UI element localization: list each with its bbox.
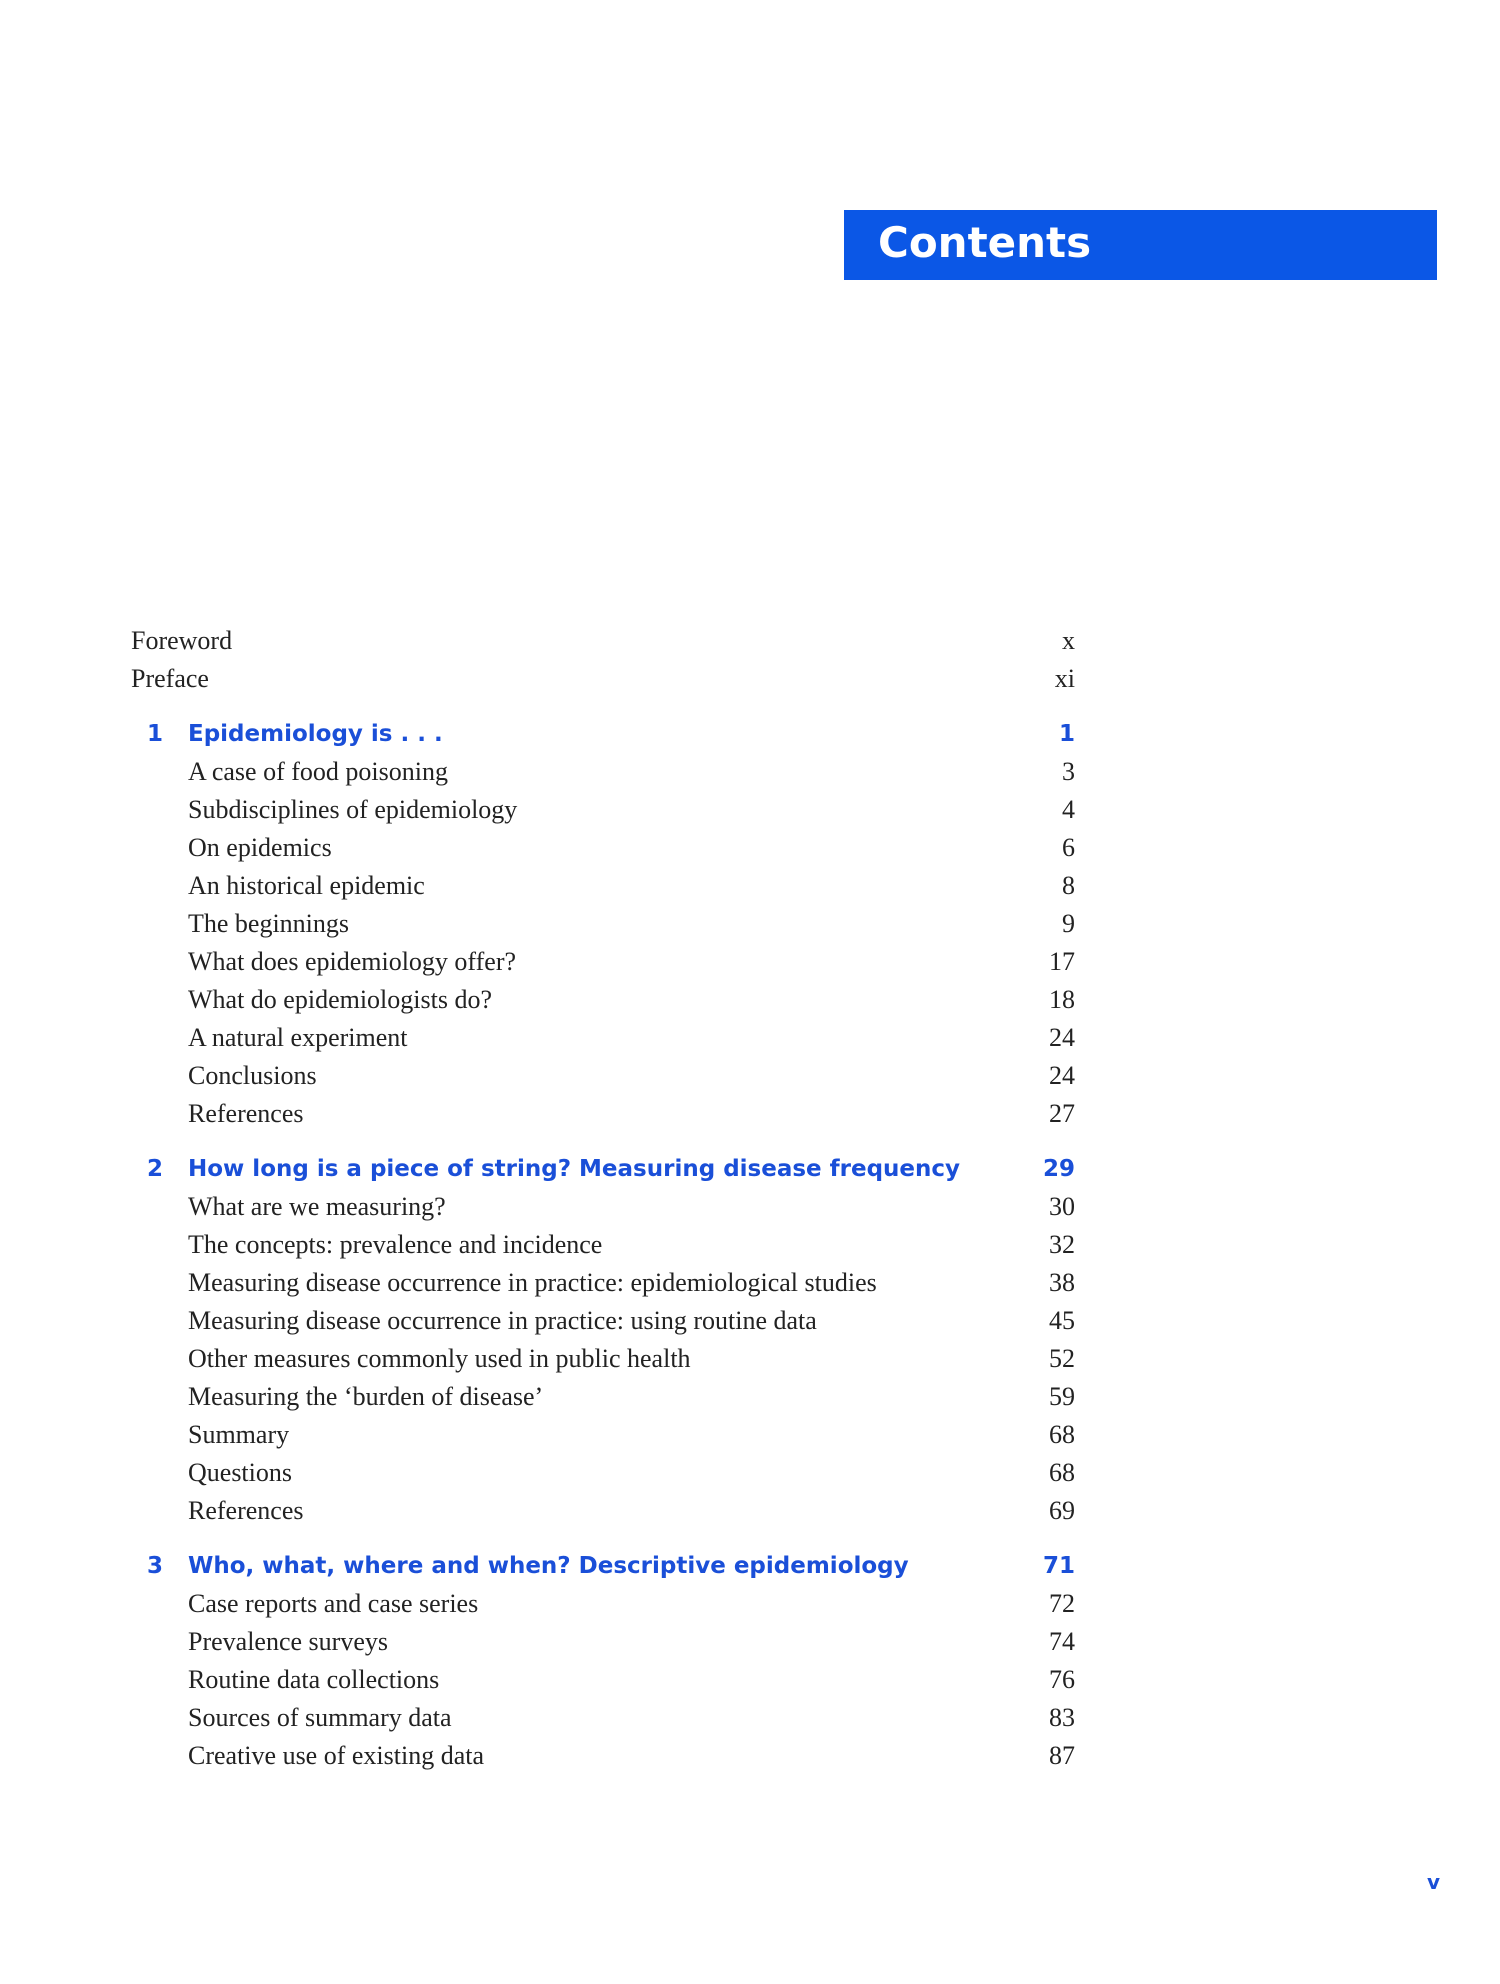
entry-label: Conclusions [188,1061,317,1090]
entry-label: Prevalence surveys [188,1627,388,1656]
entry-label: Preface [131,664,209,693]
toc-entry[interactable] [131,1302,1075,1340]
toc-entry[interactable] [131,905,1075,943]
entry-page: 72 [1049,1589,1075,1618]
toc-entry[interactable] [131,867,1075,905]
toc-entry[interactable] [131,1340,1075,1378]
entry-label: Subdisciplines of epidemiology [188,795,518,824]
entry-label: What does epidemiology offer? [188,947,517,976]
chapter-number: 3 [147,1553,164,1579]
entry-page: 8 [1062,871,1075,900]
toc-entry[interactable] [131,1188,1075,1226]
toc-entry[interactable] [131,791,1075,829]
toc-entry[interactable] [131,1454,1075,1492]
entry-label: An historical epidemic [188,871,425,900]
toc-chapter-heading[interactable] [131,1150,1075,1188]
entry-page: 52 [1049,1344,1075,1373]
entry-label: The beginnings [188,909,350,938]
entry-label: References [188,1099,304,1128]
chapter-title: Who, what, where and when? Descriptive epidemiology [188,1553,909,1579]
entry-label: On epidemics [188,833,332,862]
toc-entry[interactable] [131,1699,1075,1737]
toc-entry[interactable] [131,1416,1075,1454]
chapter-page: 71 [1042,1553,1075,1579]
entry-page: 45 [1049,1306,1075,1335]
entry-page: 30 [1049,1192,1075,1221]
entry-label: A case of food poisoning [188,757,448,786]
toc-entry[interactable] [131,753,1075,791]
entry-label: Routine data collections [188,1665,440,1694]
toc-entry[interactable] [131,943,1075,981]
entry-label: Measuring disease occurrence in practice: using routine data [188,1306,817,1335]
toc-chapter-heading[interactable] [131,715,1075,753]
entry-page: 59 [1049,1382,1075,1411]
toc-entry-preface[interactable] [131,660,1075,698]
toc-entry[interactable] [131,1264,1075,1302]
entry-label: Sources of summary data [188,1703,452,1732]
page-number: v [1427,1870,1441,1894]
entry-label: Case reports and case series [188,1589,479,1618]
entry-page: 38 [1049,1268,1075,1297]
entry-page: x [1062,626,1075,655]
entry-page: 4 [1062,795,1075,824]
entry-label: What are we measuring? [188,1192,446,1221]
entry-page: 24 [1049,1061,1075,1090]
entry-page: 68 [1049,1420,1075,1449]
entry-page: 87 [1049,1741,1075,1770]
toc-entry[interactable] [131,1585,1075,1623]
entry-page: 27 [1049,1099,1075,1128]
entry-label: Creative use of existing data [188,1741,485,1770]
entry-page: 9 [1062,909,1075,938]
toc-entry[interactable] [131,1019,1075,1057]
toc-entry[interactable] [131,1623,1075,1661]
entry-page: 3 [1062,757,1075,786]
entry-label: Other measures commonly used in public health [188,1344,691,1373]
chapter-list [131,715,1075,1775]
entry-page: 17 [1049,947,1075,976]
chapter-title: How long is a piece of string? Measuring disease frequency [188,1156,961,1182]
toc-entry[interactable] [131,1661,1075,1699]
entry-label: What do epidemiologists do? [188,985,493,1014]
table-of-contents [131,622,1075,1775]
entry-label: Measuring the ‘burden of disease’ [188,1382,544,1411]
toc-entry[interactable] [131,1737,1075,1775]
entry-label: Summary [188,1420,290,1449]
entry-page: 74 [1049,1627,1075,1656]
entry-label: Foreword [131,626,233,655]
toc-entry[interactable] [131,1226,1075,1264]
entry-label: Questions [188,1458,292,1487]
entry-page: 6 [1062,833,1075,862]
toc-entry[interactable] [131,1378,1075,1416]
toc-entry[interactable] [131,1095,1075,1133]
toc-entry[interactable] [131,981,1075,1019]
entry-label: A natural experiment [188,1023,408,1052]
entry-page: 32 [1049,1230,1075,1259]
toc-entry[interactable] [131,1057,1075,1095]
entry-page: 68 [1049,1458,1075,1487]
contents-banner [844,210,1437,280]
entry-page: 69 [1049,1496,1075,1525]
entry-page: 76 [1049,1665,1075,1694]
entry-label: The concepts: prevalence and incidence [188,1230,603,1259]
toc-entry-foreword[interactable] [131,622,1075,660]
toc-entry[interactable] [131,1492,1075,1530]
chapter-title: Epidemiology is . . . [188,721,443,747]
page-title: Contents [878,218,1092,267]
entry-page: 24 [1049,1023,1075,1052]
entry-page: 83 [1049,1703,1075,1732]
toc-chapter-heading[interactable] [131,1547,1075,1585]
entry-label: Measuring disease occurrence in practice: epidemiological studies [188,1268,877,1297]
chapter-number: 2 [147,1156,164,1182]
entry-page: 18 [1049,985,1075,1014]
chapter-number: 1 [147,721,164,747]
entry-label: References [188,1496,304,1525]
chapter-page: 1 [1058,721,1075,747]
entry-page: xi [1054,664,1075,693]
toc-entry[interactable] [131,829,1075,867]
chapter-page: 29 [1042,1156,1075,1182]
